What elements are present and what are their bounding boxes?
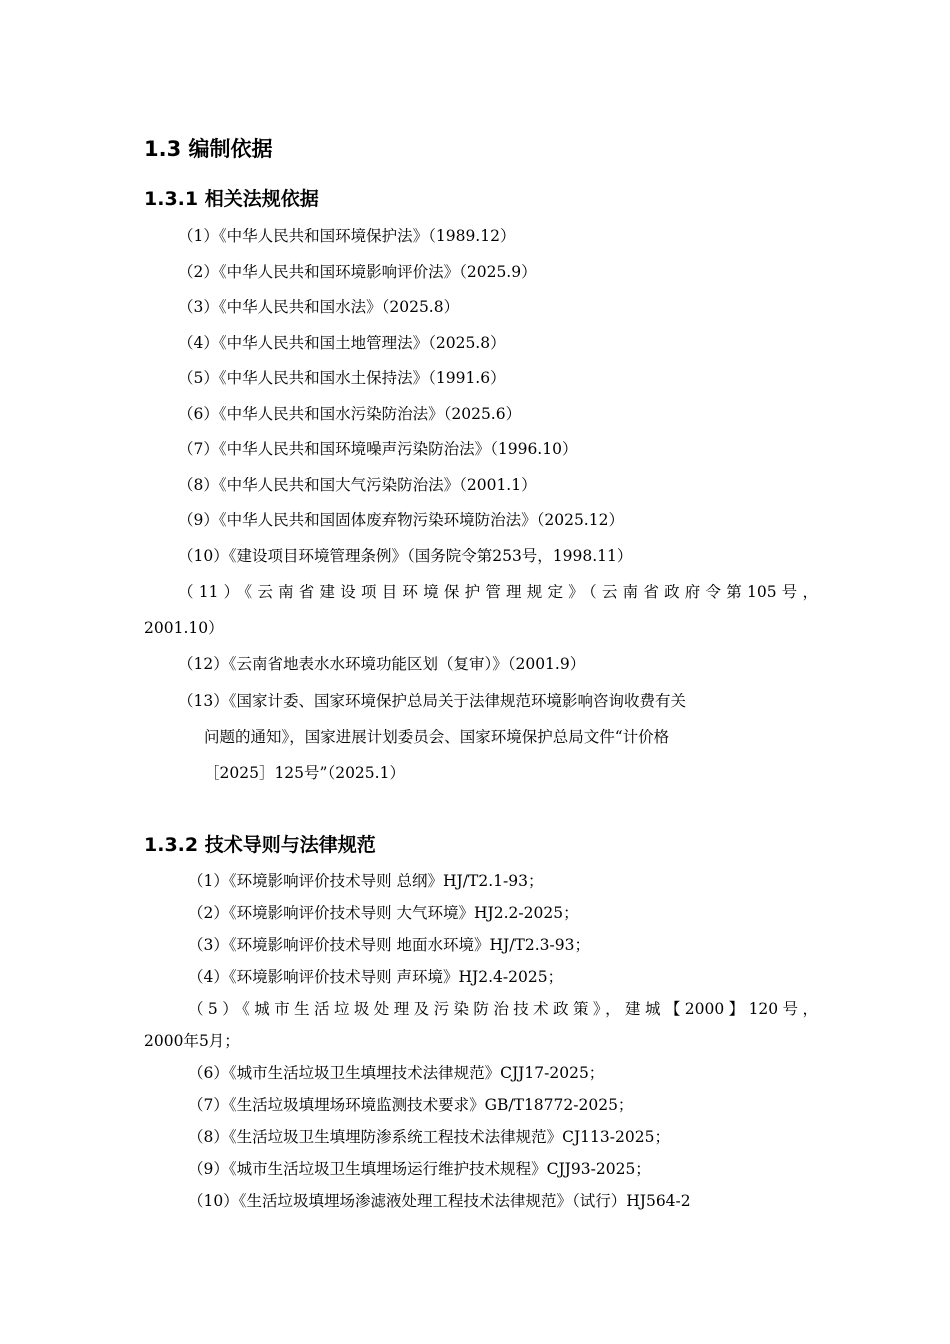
regulation-item: （8）《中华人民共和国大气污染防治法》（2001.1） <box>178 476 537 494</box>
regulation-item: （9）《中华人民共和国固体废弃物污染环境防治法》（2025.12） <box>178 511 624 529</box>
subsection-heading-standards: 1.3.2 技术导则与法律规范 <box>144 834 376 856</box>
regulation-item: （12）《云南省地表水水环境功能区划（复审）》（2001.9） <box>178 655 586 673</box>
standard-item: （8）《生活垃圾卫生填埋防渗系统工程技术法律规范》CJ113-2025； <box>188 1128 670 1146</box>
regulation-item: （4）《中华人民共和国土地管理法》（2025.8） <box>178 334 506 352</box>
regulation-item: （1）《中华人民共和国环境保护法》（1989.12） <box>178 227 516 245</box>
regulation-item: （10）《建设项目环境管理条例》（国务院令第253号，1998.11） <box>178 547 633 565</box>
section-heading: 1.3 编制依据 <box>144 137 273 161</box>
standard-item: （7）《生活垃圾填埋场环境监测技术要求》GB/T18772-2025； <box>188 1096 634 1114</box>
standard-item: （6）《城市生活垃圾卫生填埋技术法律规范》CJJ17-2025； <box>188 1064 605 1082</box>
subsection-heading-regulations: 1.3.1 相关法规依据 <box>144 188 319 210</box>
regulation-item: （7）《中华人民共和国环境噪声污染防治法》（1996.10） <box>178 440 578 458</box>
regulation-item: （2）《中华人民共和国环境影响评价法》（2025.9） <box>178 263 537 281</box>
standard-item: （3）《环境影响评价技术导则 地面水环境》HJ/T2.3-93； <box>188 936 590 954</box>
regulation-item: （5）《中华人民共和国水土保持法》（1991.6） <box>178 369 506 387</box>
standard-item: （1）《环境影响评价技术导则 总纲》HJ/T2.1-93； <box>188 872 544 890</box>
regulation-item-line2: 2001.10） <box>144 619 224 637</box>
regulation-item-line1: （13）《国家计委、国家环境保护总局关于法律规范环境影响咨询收费有关 <box>178 692 686 710</box>
regulation-item-line2: 问题的通知》，国家进展计划委员会、国家环境保护总局文件“计价格 <box>204 728 670 746</box>
standard-item: （10）《生活垃圾填埋场渗滤液处理工程技术法律规范》（试行）HJ564-2 <box>188 1192 691 1210</box>
standard-item-line1: （5）《城市生活垃圾处理及污染防治技术政策》，建城【2000】120号， <box>188 1000 818 1018</box>
regulation-item-line1: （11）《云南省建设项目环境保护管理规定》（云南省政府令第105号， <box>178 583 818 601</box>
standard-item-line2: 2000年5月； <box>144 1032 240 1050</box>
regulation-item-line3: ［2025］125号”（2025.1） <box>204 764 405 782</box>
standard-item: （4）《环境影响评价技术导则 声环境》HJ2.4-2025； <box>188 968 564 986</box>
regulation-item: （3）《中华人民共和国水法》（2025.8） <box>178 298 460 316</box>
standard-item: （9）《城市生活垃圾卫生填埋场运行维护技术规程》CJJ93-2025； <box>188 1160 651 1178</box>
regulation-item: （6）《中华人民共和国水污染防治法》（2025.6） <box>178 405 522 423</box>
standard-item: （2）《环境影响评价技术导则 大气环境》HJ2.2-2025； <box>188 904 579 922</box>
